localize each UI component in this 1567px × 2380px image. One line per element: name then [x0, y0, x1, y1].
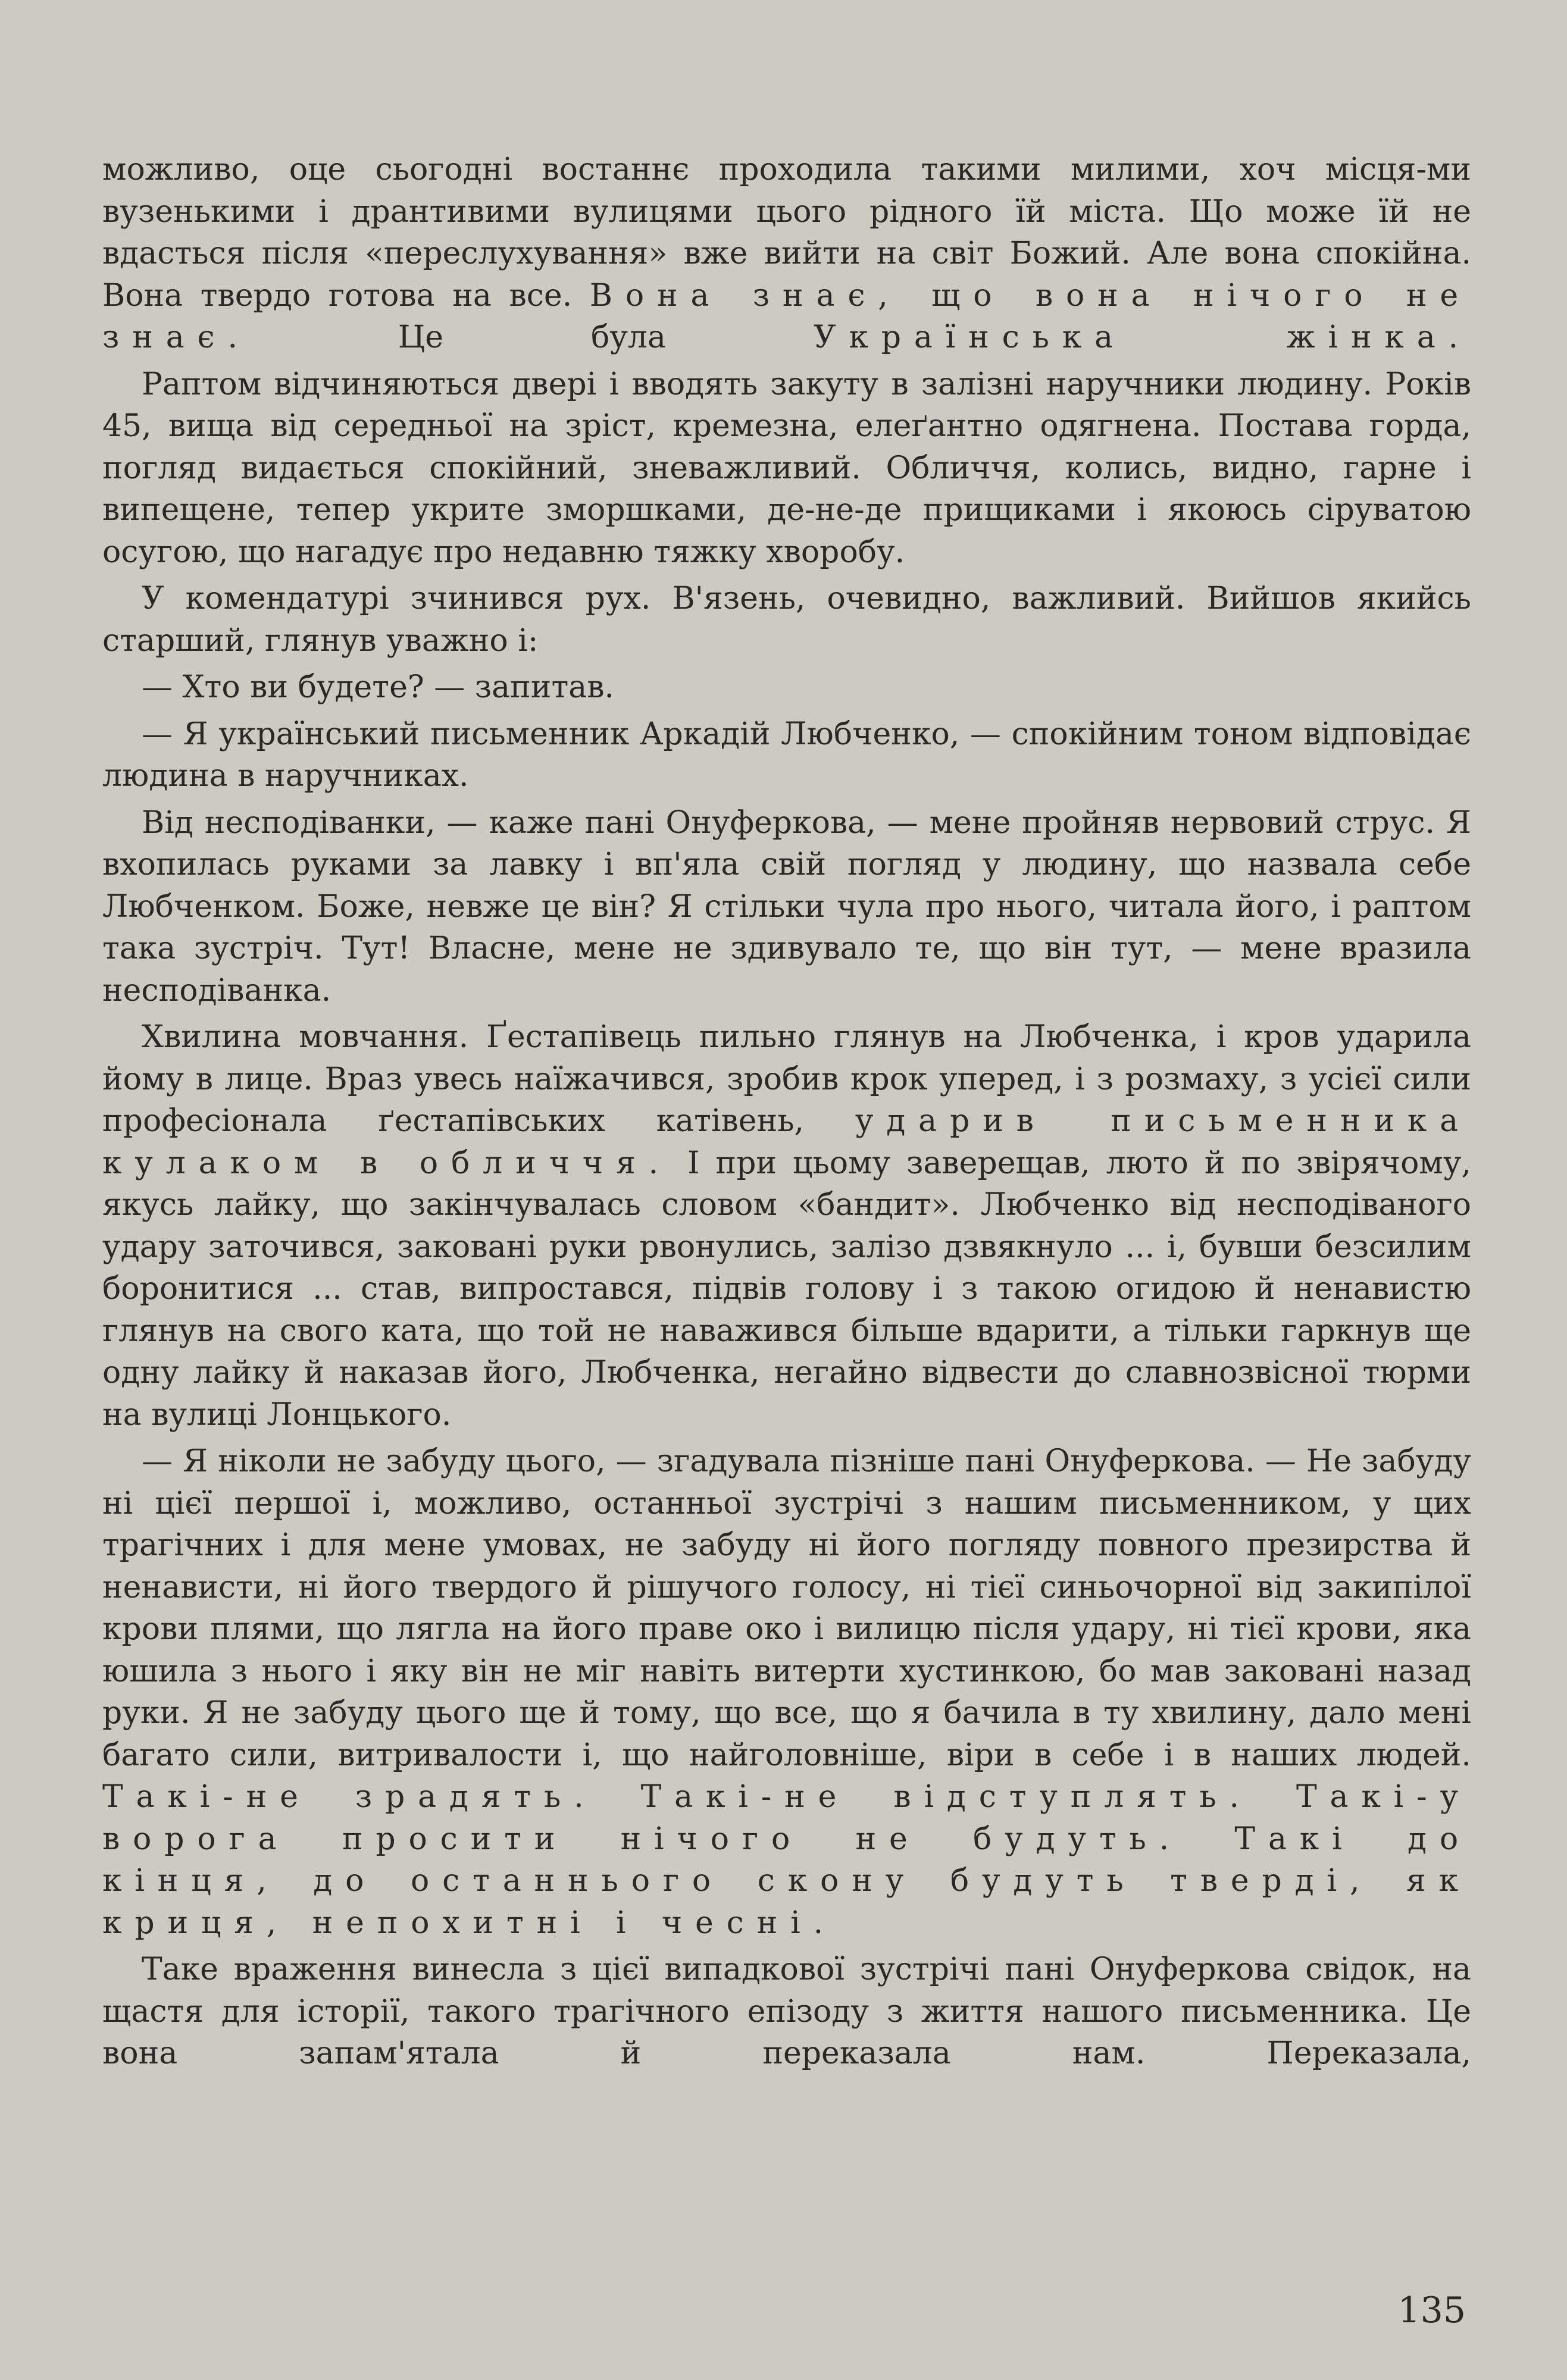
- paragraph: [102, 802, 1471, 1012]
- text-run: Раптом відчиняються двері і вводять закуту в залізні наручники людину. Років 45, вища від середньої на зріст, кремезна, елеґантно одягнена. Постава горда, погляд видається спокійний, зневажливий. Обличчя, колись, видно, гарне і випещене, тепер укрите зморшками, де-не-де прищиками і якоюсь сіруватою осугою, що нагадує про недавню тяжку хворобу.: [102, 366, 1471, 570]
- text-run: — Я український письменник Аркадій Любченко, — спокійним тоном відповідає людина в наручниках.: [102, 716, 1471, 794]
- text-run: У комендатурі зчинився рух. В'язень, очевидно, важливий. Вийшов якийсь старший, глянув уважно і:: [102, 581, 1471, 659]
- paragraph: [102, 1016, 1471, 1436]
- spaced-emphasis: ударив письменника кулаком в обличчя.: [102, 1103, 1471, 1181]
- paragraph: [102, 1440, 1471, 1944]
- spaced-emphasis: Такі-не зрадять. Такі-не відступлять. Такі-у ворога просити нічого не будуть. Такі до кінця, до останнього скону будуть тверді, як криця, непохитні і чесні.: [102, 1779, 1471, 1941]
- text-run: — Хто ви будете? — запитав.: [142, 669, 615, 705]
- text-run: Хвилина мовчання. Ґестапівець пильно глянув на Любченка, і кров ударила йому в лице. Враз увесь наїжачився, зробив крок уперед, і з розмаху, з усієї сили професіонала ґестапівських катівень,: [102, 1019, 1471, 1139]
- text-run: — Я ніколи не забуду цього, — згадувала пізніше пані Онуферкова. — Не забуду ні цієї першої і, можливо, останньої зустрічі з нашим письменником, у цих трагічних і для мене умовах, не забуду ні його погляду повного презирства й ненависти, ні його твердого й рішучого голосу, ні тієї синьочорної від закипілої крови плями, що лягла на його праве око і вилицю після удару, ні тієї крови, яка юшила з нього і яку він не міг навіть витерти хустинкою, бо мав заковані назад руки. Я не забуду цього ще й тому, що все, що я бачила в ту хвилину, дало мені багато сили, витривалости і, що найголовніше, віри в себе і в наших людей.: [102, 1443, 1471, 1773]
- page-number: 135: [1397, 2290, 1466, 2331]
- spaced-emphasis: Вона знає, що вона нічого не знає.: [102, 277, 1471, 355]
- body-text: [102, 149, 1471, 2080]
- paragraph: [102, 149, 1471, 359]
- text-run: Таке враження винесла з цієї випадкової зустрічі пані Онуферкова свідок, на щастя для історії, такого трагічного епізоду з життя нашого письменника. Це вона запам'ятала й переказала нам. Переказала,: [102, 1952, 1471, 2071]
- paragraph: [102, 578, 1471, 662]
- text-run: можливо, оце сьогодні востаннє проходила такими милими, хоч місця-ми вузенькими і дрантивими вулицями цього рідного їй міста. Що може їй не вдасться після «переслухування» вже вийти на світ Божий. Але вона спокійна. Вона твердо готова на все.: [102, 152, 1471, 314]
- text-run: Це була: [250, 320, 814, 355]
- paragraph: [102, 713, 1471, 797]
- paragraph: [102, 364, 1471, 574]
- paragraph: [102, 1949, 1471, 2075]
- text-run: І при цьому заверещав, люто й по звірячому, якусь лайку, що закінчувалась словом «бандит». Любченко від несподіваного удару заточився, заковані руки рвонулись, залізо дзвякнуло ... і, бувши безсилим боронитися ... став, випростався, підвів голову і з такою огидою й ненавистю глянув на свого ката, що той не наважився більше вдарити, а тільки гаркнув ще одну лайку й наказав його, Любченка, негайно відвести до славнозвісної тюрми на вулиці Лонцького.: [102, 1145, 1471, 1433]
- spaced-emphasis: Українська жінка.: [813, 320, 1471, 355]
- text-run: Від несподіванки, — каже пані Онуферкова, — мене пройняв нервовий струс. Я вхопилась руками за лавку і вп'яла свій погляд у людину, що назвала себе Любченком. Боже, невже це він? Я стільки чула про нього, читала його, і раптом така зустріч. Тут! Власне, мене не здивувало те, що він тут, — мене вразила несподіванка.: [102, 804, 1471, 1009]
- paragraph: [102, 666, 1471, 709]
